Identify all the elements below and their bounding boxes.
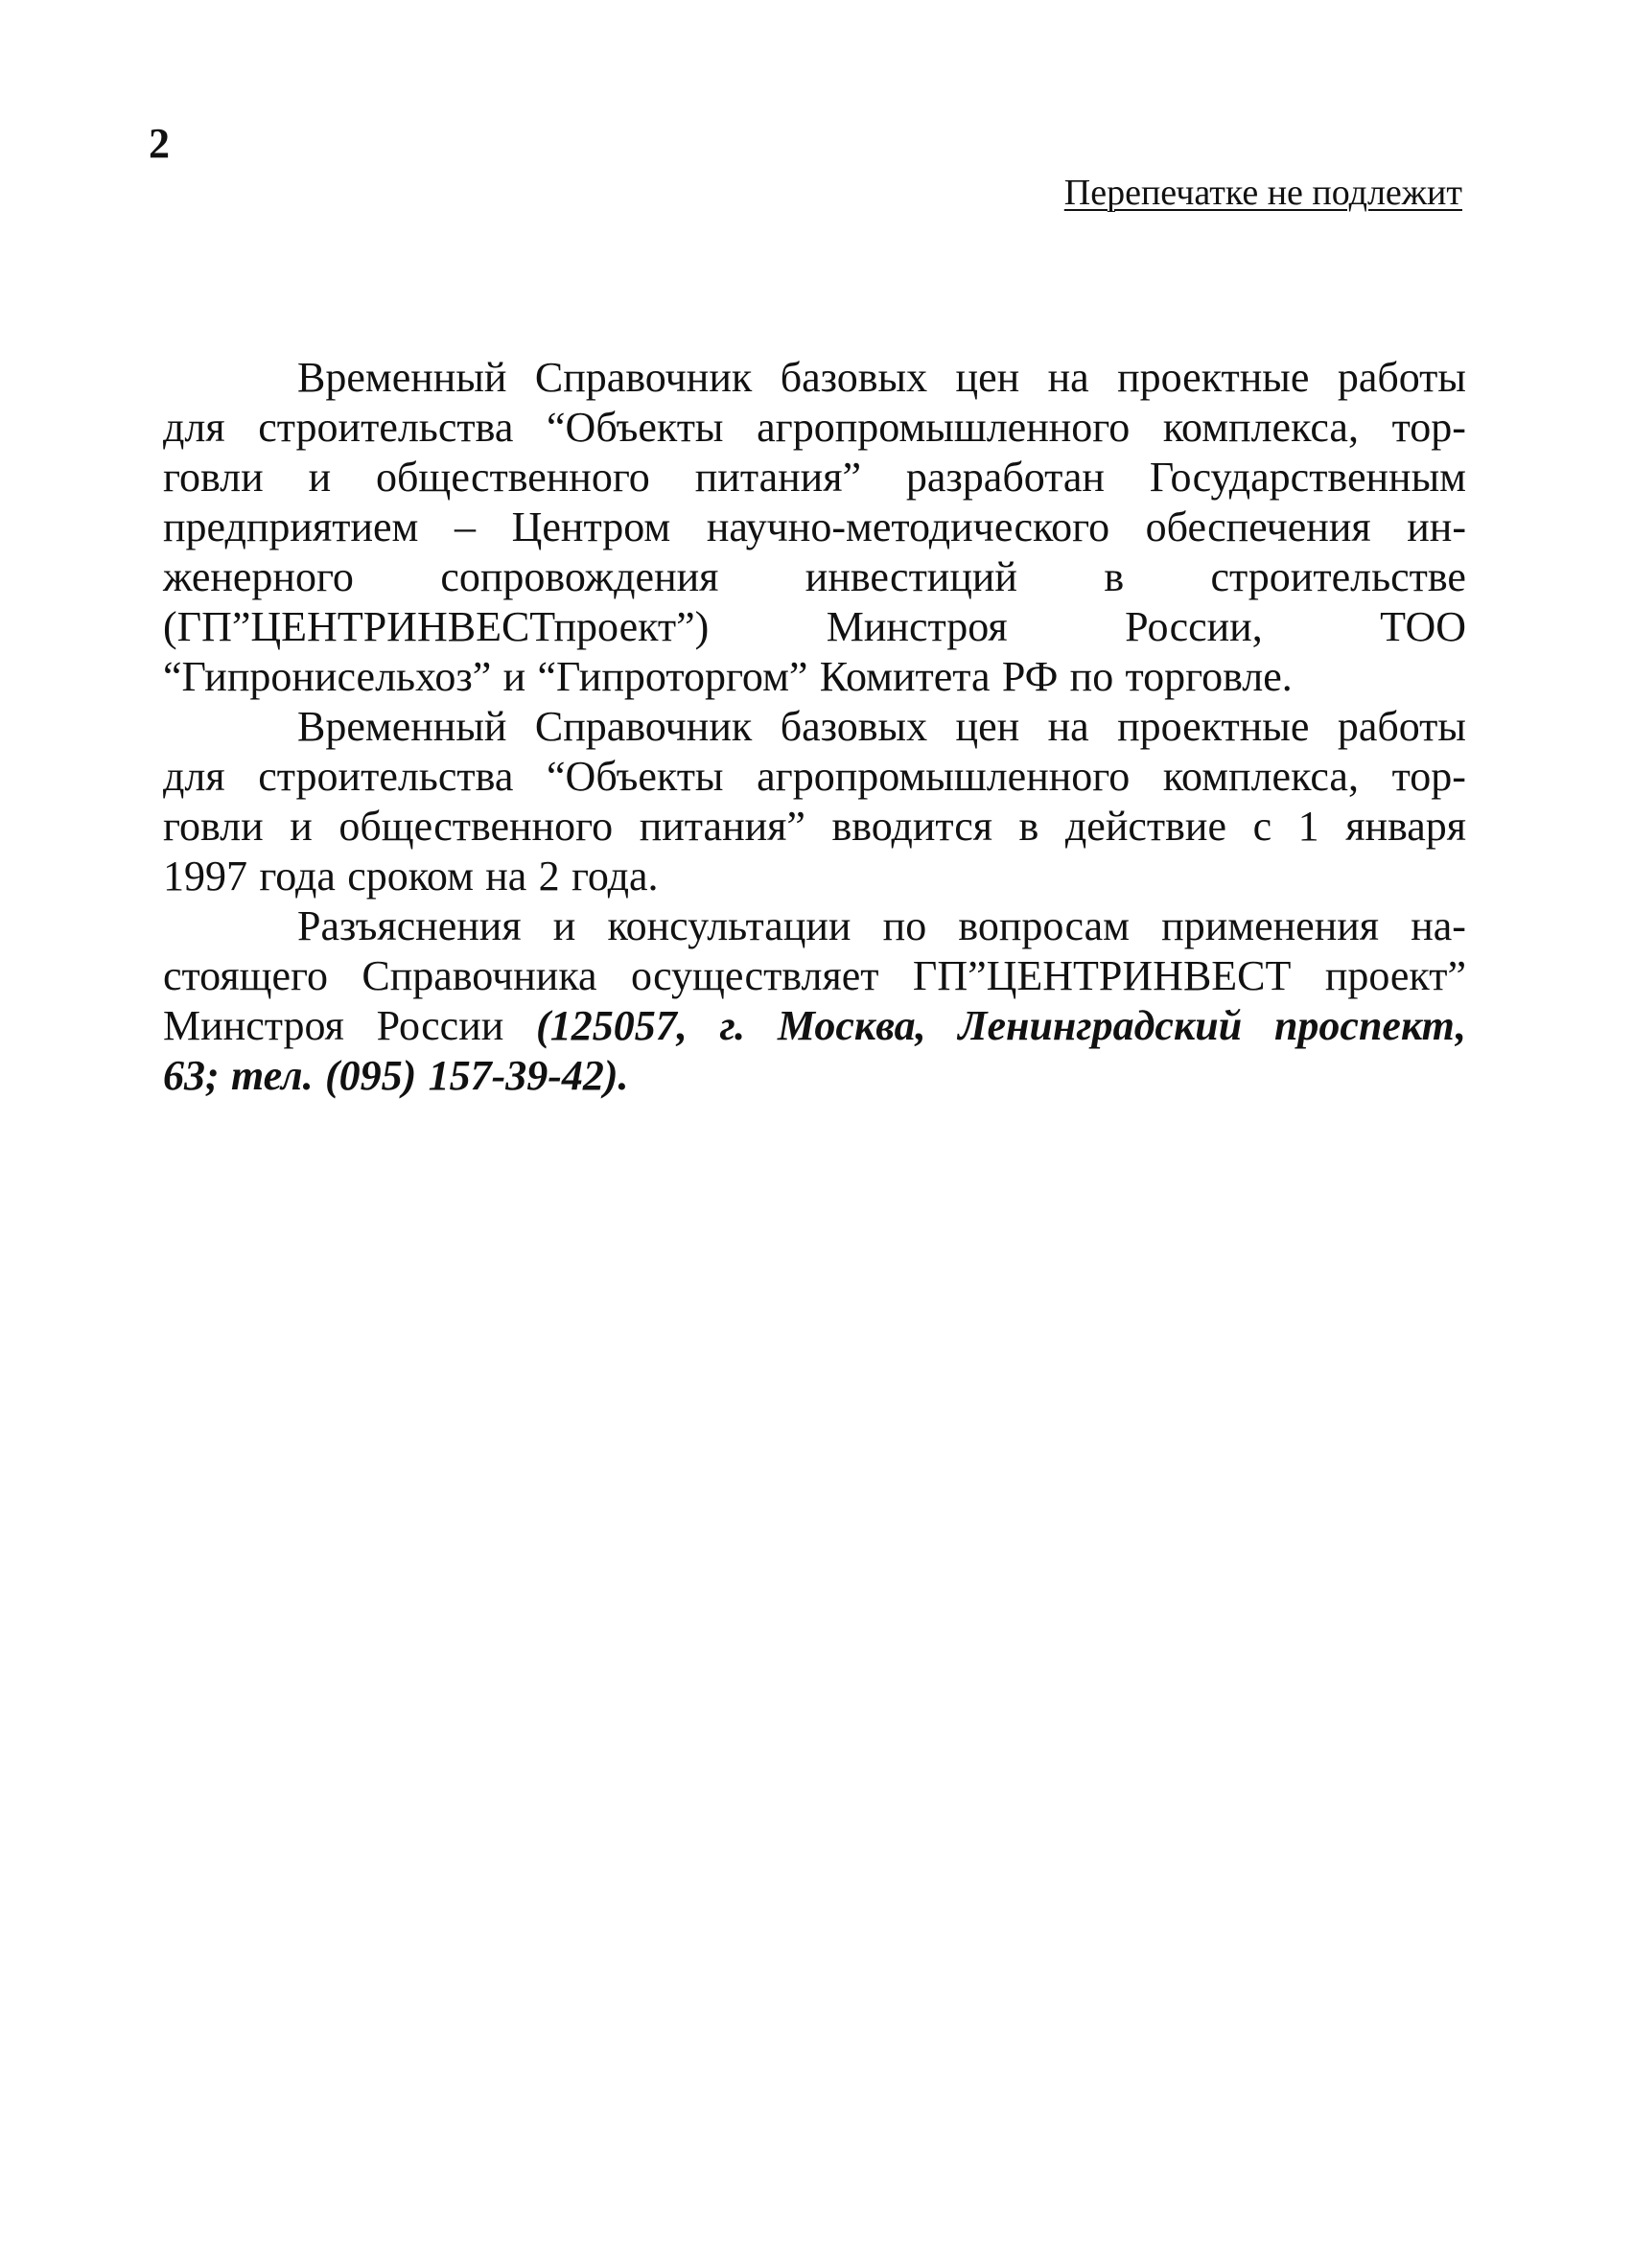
word: с	[1252, 803, 1272, 850]
word: Минстроя	[826, 603, 1008, 650]
word: строительства	[258, 753, 514, 800]
paragraph-2-line-4	[163, 852, 1466, 901]
paragraph-1-line-6	[163, 602, 1466, 652]
word: по	[1069, 653, 1114, 700]
word: 1997	[163, 853, 247, 900]
word: в	[1104, 553, 1125, 600]
word: ТОО	[1380, 603, 1466, 650]
paragraph-3-line-3	[163, 1001, 1466, 1051]
word: тор-	[1391, 404, 1466, 451]
paragraph-1-line-5	[163, 552, 1466, 602]
word: проектные	[1117, 703, 1310, 750]
word: для	[163, 404, 225, 451]
word: Комитета	[819, 653, 991, 700]
word: вводится	[831, 803, 992, 850]
word: “Объекты	[547, 753, 724, 800]
word: вопросам	[958, 902, 1130, 949]
phone-word: (095)	[324, 1052, 417, 1099]
word: стоящего	[163, 952, 328, 999]
word: общественного	[338, 803, 614, 850]
word: общественного	[376, 454, 650, 501]
word: на	[1047, 703, 1089, 750]
word: действие	[1064, 803, 1226, 850]
paragraph-1-line-2	[163, 403, 1466, 453]
phone-word: 157-39-42).	[428, 1052, 629, 1099]
paragraph-1-line-1	[163, 353, 1466, 403]
address-word: (125057,	[536, 1002, 688, 1049]
word: на-	[1411, 902, 1466, 949]
word: агропромышленного	[757, 753, 1131, 800]
word: –	[454, 503, 476, 550]
word: осуществляет	[631, 952, 879, 999]
paragraph-3-line-4	[163, 1051, 1466, 1101]
word: и	[290, 803, 313, 850]
word: работы	[1337, 703, 1466, 750]
address-word: 63;	[163, 1052, 220, 1099]
word: по	[882, 902, 927, 949]
word: ГП”ЦЕНТРИНВЕСТ	[912, 952, 1292, 999]
word: и	[552, 902, 576, 949]
word: для	[163, 753, 225, 800]
word: Разъяснения	[297, 902, 522, 949]
address-word: проспект,	[1273, 1002, 1466, 1049]
word: России	[376, 1002, 504, 1049]
word: года	[259, 853, 336, 900]
word: Справочник	[534, 703, 753, 750]
word: базовых	[780, 354, 928, 401]
word: обеспечения	[1145, 503, 1371, 550]
word: 1	[1297, 803, 1319, 850]
word: питания”	[694, 454, 861, 501]
word: России,	[1125, 603, 1263, 650]
paragraph-2-line-2	[163, 752, 1466, 802]
paragraph-1-line-7	[163, 652, 1466, 702]
word: женерного	[163, 553, 354, 600]
word: агропромышленного	[757, 404, 1131, 451]
word: предприятием	[163, 503, 419, 550]
paragraph-2-line-1	[163, 702, 1466, 752]
word: РФ	[1001, 653, 1059, 700]
reprint-notice: Перепечатке не подлежит	[1063, 173, 1462, 213]
word: на	[1047, 354, 1089, 401]
word: инвестиций	[805, 553, 1017, 600]
address-word: Ленинградский	[958, 1002, 1243, 1049]
page-number: 2	[149, 120, 170, 167]
word: в	[1018, 803, 1039, 850]
word: “Объекты	[547, 404, 724, 451]
word: цен	[955, 354, 1020, 401]
word: Центром	[511, 503, 671, 550]
word: Временный	[297, 354, 507, 401]
paragraph-1-line-3	[163, 453, 1466, 503]
word: говли	[163, 454, 264, 501]
word: сопровождения	[440, 553, 719, 600]
word: консультации	[607, 902, 851, 949]
paragraph-3-line-2	[163, 951, 1466, 1001]
word: Государственным	[1149, 454, 1466, 501]
address-word: г.	[719, 1002, 746, 1049]
word: Минстроя	[163, 1002, 344, 1049]
word: ин-	[1407, 503, 1466, 550]
paragraph-1-line-4	[163, 503, 1466, 552]
word: торговле.	[1125, 653, 1293, 700]
word: питания”	[639, 803, 805, 850]
word: и	[308, 454, 332, 501]
address-word: тел.	[230, 1052, 314, 1099]
word: комплекса,	[1162, 404, 1359, 451]
word: Справочник	[534, 354, 753, 401]
address-word: Москва,	[777, 1002, 926, 1049]
word: базовых	[780, 703, 928, 750]
word: января	[1345, 803, 1466, 850]
word: цен	[955, 703, 1020, 750]
word: применения	[1161, 902, 1380, 949]
word: строительстве	[1210, 553, 1466, 600]
word: проект”	[1324, 952, 1466, 999]
document-body	[163, 353, 1466, 1101]
word: тор-	[1391, 753, 1466, 800]
word: сроком	[347, 853, 474, 900]
word: Временный	[297, 703, 507, 750]
word: проектные	[1117, 354, 1310, 401]
word: комплекса,	[1162, 753, 1359, 800]
paragraph-2-line-3	[163, 802, 1466, 852]
word: (ГП”ЦЕНТРИНВЕСТпроект”)	[163, 603, 710, 650]
word: 2	[538, 853, 560, 900]
word: строительства	[258, 404, 514, 451]
word: разработан	[905, 454, 1105, 501]
word: Справочника	[362, 952, 597, 999]
word: “Гипроторгом”	[537, 653, 808, 700]
word: говли	[163, 803, 264, 850]
word: научно-методического	[706, 503, 1110, 550]
paragraph-3-line-1	[163, 901, 1466, 951]
word: “Гипронисельхоз”	[163, 653, 492, 700]
word: и	[502, 653, 526, 700]
word: на	[485, 853, 527, 900]
word: работы	[1337, 354, 1466, 401]
word: года.	[571, 853, 659, 900]
